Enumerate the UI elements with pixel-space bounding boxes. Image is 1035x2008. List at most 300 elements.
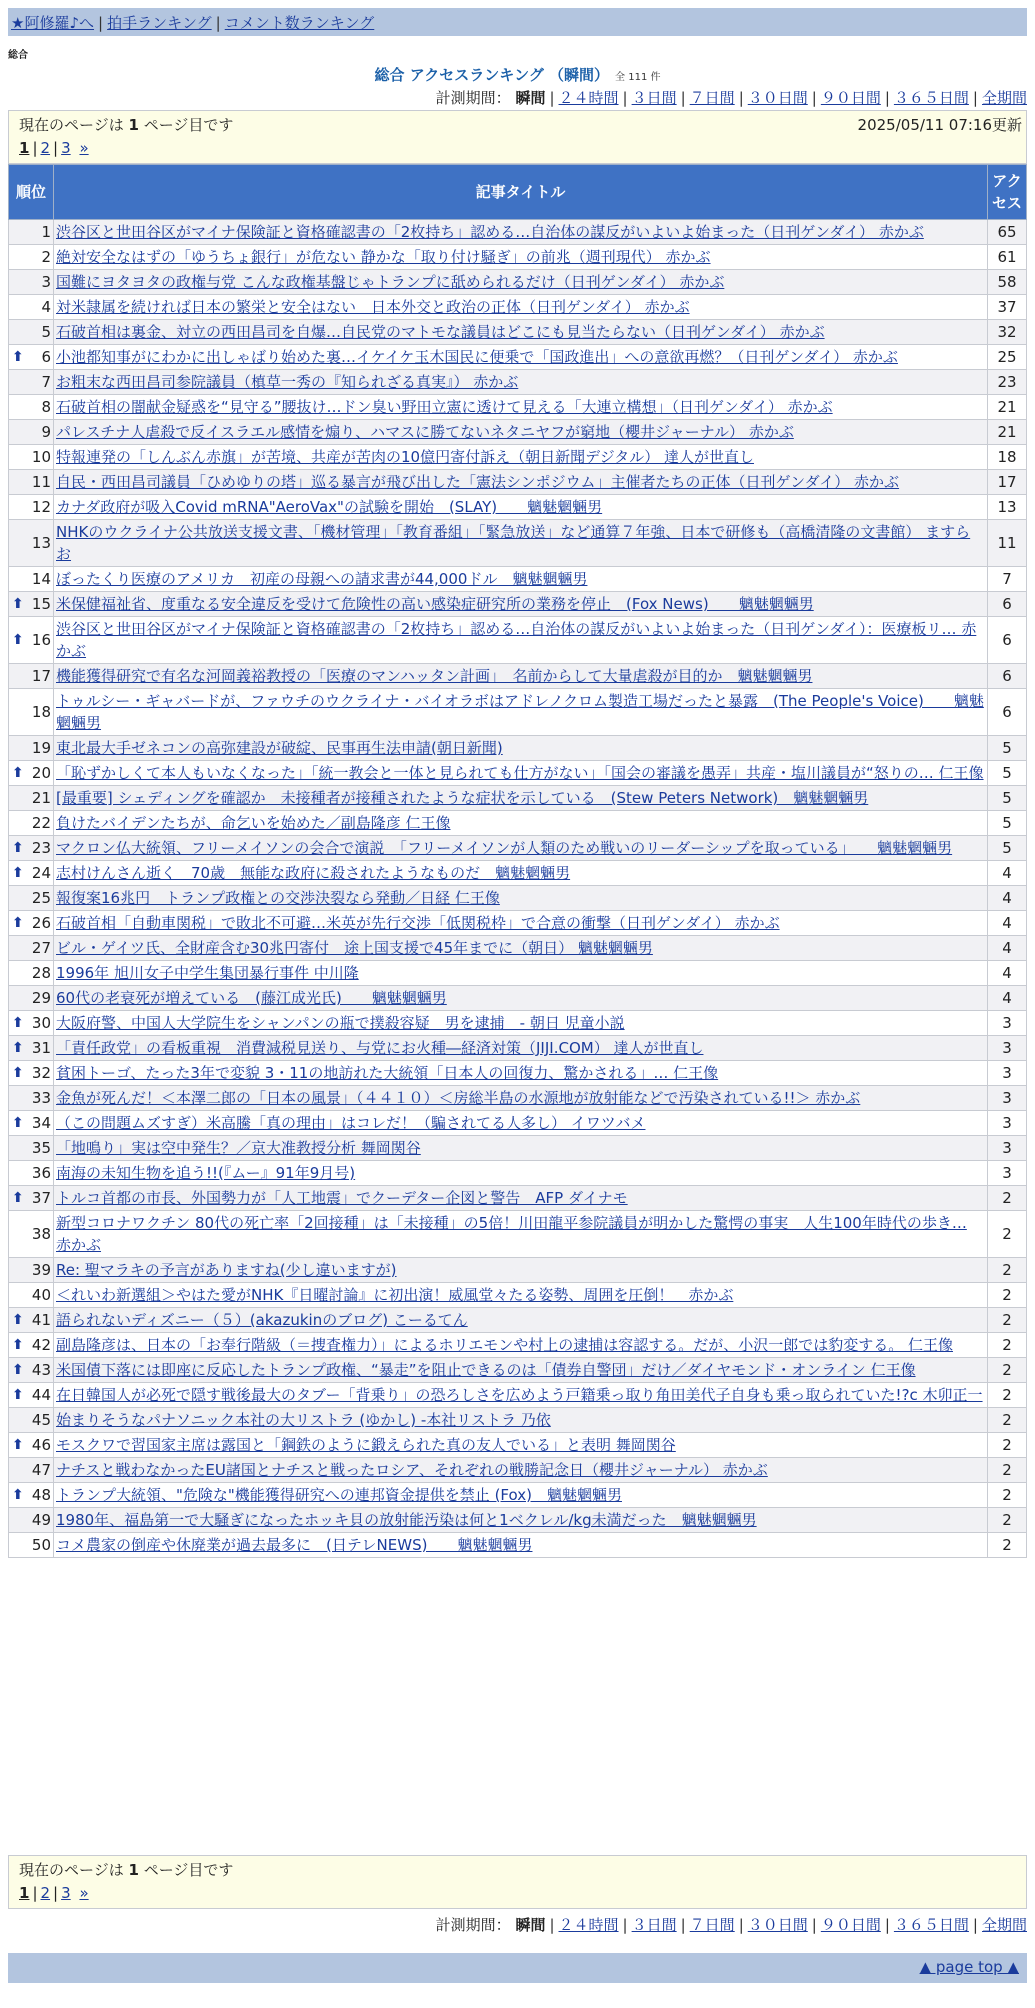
article-title-link[interactable]: 国難にヨタヨタの政権与党 こんな政権基盤じゃトランプに舐められるだけ（日刊ゲンダイ） 赤かぶ bbox=[56, 273, 725, 291]
period-link-365d[interactable]: ３６５日間 bbox=[893, 1916, 969, 1934]
table-row bbox=[9, 445, 1027, 470]
table-header-row bbox=[9, 165, 1027, 220]
table-row bbox=[9, 736, 1027, 761]
rank-cell bbox=[9, 592, 54, 617]
pager-status-bottom bbox=[19, 1858, 1016, 1882]
period-link-3d[interactable]: ３日間 bbox=[631, 89, 677, 107]
rank-number: 50 bbox=[31, 1536, 51, 1554]
table-row bbox=[9, 1036, 1027, 1061]
article-title-link[interactable]: 石破首相の闇献金疑惑を“見守る”腰抜け…ドン臭い野田立憲に透けて見える「大連立構想」（日刊ゲンダイ） 赤かぶ bbox=[56, 398, 833, 416]
table-row bbox=[9, 320, 1027, 345]
title-cell bbox=[54, 836, 988, 861]
header-access: アクセス bbox=[988, 165, 1027, 220]
access-count: 13 bbox=[988, 495, 1027, 520]
article-title-link[interactable]: 東北最大手ゼネコンの高弥建設が破綻、民事再生法申請(朝日新聞) bbox=[56, 739, 503, 757]
access-count: 2 bbox=[988, 1458, 1027, 1483]
rank-number: 15 bbox=[31, 595, 51, 613]
rank-cell bbox=[9, 1308, 54, 1333]
page-link-3[interactable]: 3 bbox=[61, 139, 71, 157]
page-next-link[interactable]: » bbox=[79, 139, 89, 157]
up-arrow-icon: ⬆ bbox=[12, 765, 24, 781]
article-title-link[interactable]: 機能獲得研究で有名な河岡義裕教授の「医療のマンハッタン計画」 名前からして大量虐殺が目的か 魑魅魍魎男 bbox=[56, 667, 813, 685]
title-cell bbox=[54, 664, 988, 689]
article-title-link[interactable]: 石破首相は裏金、対立の西田昌司を自爆…自民党のマトモな議員はどこにも見当たらない（日刊ゲンダイ） 赤かぶ bbox=[56, 323, 825, 341]
article-title-link[interactable]: 新型コロナワクチン 80代の死亡率「2回接種」は「未接種」の5倍！川田龍平参院議員が明かした驚愕の事実 人生100年時代の歩き… 赤かぶ bbox=[56, 1214, 967, 1254]
page-link-3[interactable]: 3 bbox=[61, 1884, 71, 1902]
rank-cell bbox=[9, 1036, 54, 1061]
nav-link-applause-ranking[interactable]: 拍手ランキング bbox=[107, 14, 212, 32]
table-row bbox=[9, 617, 1027, 664]
period-link-3d[interactable]: ３日間 bbox=[631, 1916, 677, 1934]
article-title-link[interactable]: 志村けんさん逝く 70歳 無能な政府に殺されたようなものだ 魑魅魍魎男 bbox=[56, 864, 571, 882]
table-row bbox=[9, 470, 1027, 495]
title-cell bbox=[54, 1136, 988, 1161]
article-title-link[interactable]: （この問題ムズすぎ）米高騰「真の理由」はコレだ！（騙されてる人多し） イワツバメ bbox=[56, 1114, 646, 1132]
pager-text-after: ページ目です bbox=[143, 1861, 234, 1879]
rank-number: 5 bbox=[41, 323, 51, 341]
rank-number: 26 bbox=[31, 914, 51, 932]
access-count: 17 bbox=[988, 470, 1027, 495]
article-title-link[interactable]: 1980年、福島第一で大騒ぎになったホッキ貝の放射能汚染は何と1ベクレル/kg未満だった 魑魅魍魎男 bbox=[56, 1511, 757, 1529]
title-cell bbox=[54, 1161, 988, 1186]
article-title-link[interactable]: 石破首相「自動車関税」で敗北不可避…米英が先行交渉「低関税枠」で合意の衝撃（日刊ゲンダイ） 赤かぶ bbox=[56, 914, 780, 932]
access-count: 65 bbox=[988, 220, 1027, 245]
access-count: 32 bbox=[988, 320, 1027, 345]
rank-number: 16 bbox=[31, 631, 51, 649]
title-cell bbox=[54, 736, 988, 761]
period-separator: | bbox=[680, 89, 686, 107]
access-count: 4 bbox=[988, 886, 1027, 911]
title-cell bbox=[54, 1186, 988, 1211]
rank-cell bbox=[9, 370, 54, 395]
title-cell bbox=[54, 220, 988, 245]
title-cell bbox=[54, 345, 988, 370]
rank-cell bbox=[9, 1408, 54, 1433]
rank-number: 48 bbox=[31, 1486, 51, 1504]
table-row bbox=[9, 1161, 1027, 1186]
rank-number: 25 bbox=[31, 889, 51, 907]
period-label: 計測期間： bbox=[435, 1916, 511, 1934]
access-count: 21 bbox=[988, 420, 1027, 445]
rank-number: 34 bbox=[31, 1114, 51, 1132]
rank-cell bbox=[9, 1211, 54, 1258]
rank-number: 20 bbox=[31, 764, 51, 782]
article-title-link[interactable]: 「恥ずかしくて本人もいなくなった」「統一教会と一体と見られても仕方がない」「国会の審議を愚弄」共産・塩川議員が“怒りの… 仁王像 bbox=[56, 764, 984, 782]
table-row bbox=[9, 420, 1027, 445]
rank-cell bbox=[9, 1086, 54, 1111]
rank-cell bbox=[9, 1061, 54, 1086]
article-title-link[interactable]: NHKのウクライナ公共放送支援文書、「機材管理」「教育番組」「緊急放送」など通算７年強、日本で研修も（高橋清隆の文書館） ますらお bbox=[56, 523, 971, 563]
rank-number: 37 bbox=[31, 1189, 51, 1207]
rank-number: 14 bbox=[31, 570, 51, 588]
rank-number: 19 bbox=[31, 739, 51, 757]
table-row bbox=[9, 1186, 1027, 1211]
table-row bbox=[9, 1136, 1027, 1161]
title-cell bbox=[54, 295, 988, 320]
header-title: 記事タイトル bbox=[54, 165, 988, 220]
rank-number: 43 bbox=[31, 1361, 51, 1379]
up-arrow-icon: ⬆ bbox=[12, 632, 24, 648]
rank-cell bbox=[9, 786, 54, 811]
article-title-link[interactable]: ぼったくり医療のアメリカ 初産の母親への請求書が44,000ドル 魑魅魍魎男 bbox=[56, 570, 588, 588]
up-arrow-icon: ⬆ bbox=[12, 1040, 24, 1056]
pager-links bbox=[19, 137, 1016, 159]
rank-number: 39 bbox=[31, 1261, 51, 1279]
period-link-all[interactable]: 全期間 bbox=[981, 1916, 1027, 1934]
rank-number: 40 bbox=[31, 1286, 51, 1304]
title-cell bbox=[54, 1333, 988, 1358]
rank-number: 1 bbox=[41, 223, 51, 241]
rank-number: 44 bbox=[31, 1386, 51, 1404]
article-title-link[interactable]: 1996年 旭川女子中学生集団暴行事件 中川隆 bbox=[56, 964, 359, 982]
rank-number: 29 bbox=[31, 989, 51, 1007]
title-cell bbox=[54, 761, 988, 786]
table-row bbox=[9, 1483, 1027, 1508]
access-count: 2 bbox=[988, 1483, 1027, 1508]
table-row bbox=[9, 1308, 1027, 1333]
period-selector-bottom bbox=[436, 1914, 1027, 1935]
article-title-link[interactable]: 60代の老衰死が増えている (藤江成光氏) 魑魅魍魎男 bbox=[56, 989, 447, 1007]
article-title-link[interactable]: お粗末な西田昌司参院議員（槙草一秀の『知られざる真実』） 赤かぶ bbox=[56, 373, 519, 391]
table-row bbox=[9, 1433, 1027, 1458]
table-row bbox=[9, 811, 1027, 836]
rank-number: 23 bbox=[31, 839, 51, 857]
nav-link-asyura[interactable]: ★阿修羅♪へ bbox=[11, 14, 95, 32]
access-count: 11 bbox=[988, 520, 1027, 567]
title-cell bbox=[54, 592, 988, 617]
article-title-link[interactable]: モスクワで習国家主席は露国と「鋼鉄のように鍛えられた真の友人でいる」と表明 舞岡関谷 bbox=[56, 1436, 676, 1454]
pager-top bbox=[8, 110, 1027, 164]
access-count: 2 bbox=[988, 1408, 1027, 1433]
pager-current-page: 1 bbox=[128, 1861, 139, 1879]
rank-cell bbox=[9, 1333, 54, 1358]
ranking-title bbox=[0, 64, 1035, 85]
rank-cell bbox=[9, 1533, 54, 1558]
rank-cell bbox=[9, 1161, 54, 1186]
article-title-link[interactable]: 米保健福祉省、度重なる安全違反を受けて危険性の高い感染症研究所の業務を停止 (Fox News) 魑魅魍魎男 bbox=[56, 595, 814, 613]
period-link-365d[interactable]: ３６５日間 bbox=[893, 89, 969, 107]
article-title-link[interactable]: 在日韓国人が必死で隠す戦後最大のタブー「背乗り」の恐ろしさを広めよう戸籍乗っ取り角田美代子自身も乗っ取られていた!?c 木卯正一 bbox=[56, 1386, 983, 1404]
period-link-24h[interactable]: ２４時間 bbox=[558, 1916, 619, 1934]
table-row bbox=[9, 245, 1027, 270]
table-row bbox=[9, 1258, 1027, 1283]
footer-bar bbox=[8, 1953, 1027, 1983]
period-separator: | bbox=[811, 1916, 817, 1934]
period-link-all[interactable]: 全期間 bbox=[981, 89, 1027, 107]
access-count: 6 bbox=[988, 592, 1027, 617]
access-count: 3 bbox=[988, 1111, 1027, 1136]
rank-cell bbox=[9, 689, 54, 736]
rank-cell bbox=[9, 1283, 54, 1308]
access-count: 2 bbox=[988, 1358, 1027, 1383]
title-cell bbox=[54, 520, 988, 567]
access-count: 3 bbox=[988, 1036, 1027, 1061]
table-row bbox=[9, 836, 1027, 861]
article-title-link[interactable]: 自民・西田昌司議員「ひめゆりの塔」巡る暴言が飛び出した「憲法シンポジウム」主催者たちの正体（日刊ゲンダイ） 赤かぶ bbox=[56, 473, 900, 491]
rank-cell bbox=[9, 1111, 54, 1136]
nav-link-comment-ranking[interactable]: コメント数ランキング bbox=[224, 14, 375, 32]
title-cell bbox=[54, 1408, 988, 1433]
title-cell bbox=[54, 320, 988, 345]
article-title-link[interactable]: 貧困トーゴ、たった3年で変貌 3・11の地訪れた大統領「日本人の回復力、驚かされる」… 仁王像 bbox=[56, 1064, 719, 1082]
article-title-link[interactable]: ナチスと戦わなかったEU諸国とナチスと戦ったロシア、それぞれの戦勝記念日（櫻井ジャーナル） 赤かぶ bbox=[56, 1461, 768, 1479]
title-cell bbox=[54, 1211, 988, 1258]
rank-number: 4 bbox=[41, 298, 51, 316]
title-cell bbox=[54, 1036, 988, 1061]
table-row bbox=[9, 1061, 1027, 1086]
table-row bbox=[9, 961, 1027, 986]
table-row bbox=[9, 345, 1027, 370]
title-cell bbox=[54, 1483, 988, 1508]
period-separator: | bbox=[972, 89, 978, 107]
table-row bbox=[9, 1111, 1027, 1136]
access-count: 4 bbox=[988, 986, 1027, 1011]
rank-number: 7 bbox=[41, 373, 51, 391]
ranking-table-body bbox=[9, 220, 1027, 1558]
article-title-link[interactable]: ビル・ゲイツ氏、全財産含む30兆円寄付 途上国支援で45年までに（朝日） 魑魅魍魎男 bbox=[56, 939, 653, 957]
period-link-7d[interactable]: ７日間 bbox=[689, 1916, 735, 1934]
period-separator: | bbox=[622, 1916, 628, 1934]
article-title-link[interactable]: 特報連発の「しんぶん赤旗」が苦境、共産が苦肉の10億円寄付訴え（朝日新聞デジタル） 達人が世直し bbox=[56, 448, 754, 466]
up-arrow-icon: ⬆ bbox=[12, 865, 24, 881]
up-arrow-icon: ⬆ bbox=[12, 915, 24, 931]
title-cell bbox=[54, 1283, 988, 1308]
rank-cell bbox=[9, 420, 54, 445]
period-separator: | bbox=[738, 89, 744, 107]
access-count: 21 bbox=[988, 395, 1027, 420]
access-count: 5 bbox=[988, 836, 1027, 861]
rank-cell bbox=[9, 986, 54, 1011]
table-row bbox=[9, 567, 1027, 592]
rank-number: 46 bbox=[31, 1436, 51, 1454]
access-count: 2 bbox=[988, 1533, 1027, 1558]
access-count: 2 bbox=[988, 1308, 1027, 1333]
table-row bbox=[9, 1358, 1027, 1383]
page-separator: | bbox=[53, 1884, 59, 1902]
table-row bbox=[9, 1011, 1027, 1036]
access-count: 6 bbox=[988, 617, 1027, 664]
rank-cell bbox=[9, 320, 54, 345]
page-separator: | bbox=[53, 139, 59, 157]
rank-number: 13 bbox=[31, 534, 51, 552]
article-title-link[interactable]: 小池都知事がにわかに出しゃばり始めた裏…イケイケ玉木国民に便乗で「国政進出」への意欲再燃？（日刊ゲンダイ） 赤かぶ bbox=[56, 348, 898, 366]
page-separator: | bbox=[32, 1884, 38, 1902]
article-title-link[interactable]: 「地鳴り」実は空中発生？／京大准教授分析 舞岡関谷 bbox=[56, 1139, 421, 1157]
article-title-link[interactable]: トゥルシー・ギャバードが、ファウチのウクライナ・バイオラボはアドレノクロム製造工場だったと暴露 (The People's Voice) 魑魅魍魎男 bbox=[56, 692, 984, 732]
article-title-link[interactable]: トルコ首都の市長、外国勢力が「人工地震」でクーデター企図と警告 AFP ダイナモ bbox=[56, 1189, 628, 1207]
article-title-link[interactable]: マクロン仏大統領、フリーメイソンの会合で演説 「フリーメイソンが人類のため戦いのリーダーシップを取っている」 魑魅魍魎男 bbox=[56, 839, 953, 857]
table-row bbox=[9, 886, 1027, 911]
period-link-90d[interactable]: ９０日間 bbox=[820, 1916, 881, 1934]
article-title-link[interactable]: 大阪府警、中国人大学院生をシャンパンの瓶で撲殺容疑 男を逮捕 - 朝日 児童小説 bbox=[56, 1014, 625, 1032]
rank-number: 9 bbox=[41, 423, 51, 441]
rank-cell bbox=[9, 664, 54, 689]
article-title-link[interactable]: 米国債下落には即座に反応したトランプ政権、“暴走”を阻止できるのは「債券自警団」だけ／ダイヤモンド・オンライン 仁王像 bbox=[56, 1361, 916, 1379]
access-count: 2 bbox=[988, 1283, 1027, 1308]
ranking-table bbox=[8, 164, 1027, 1558]
rank-number: 32 bbox=[31, 1064, 51, 1082]
rank-number: 31 bbox=[31, 1039, 51, 1057]
rank-cell bbox=[9, 395, 54, 420]
access-count: 2 bbox=[988, 1333, 1027, 1358]
table-row bbox=[9, 520, 1027, 567]
article-title-link[interactable]: Re: 聖マラキの予言がありますね(少し違いますが) bbox=[56, 1261, 397, 1279]
article-title-link[interactable]: 南海の未知生物を追う!!(『ムー』91年9月号) bbox=[56, 1164, 356, 1182]
article-title-link[interactable]: 絶対安全なはずの「ゆうちょ銀行」が危ない 静かな「取り付け騒ぎ」の前兆（週刊現代） 赤かぶ bbox=[56, 248, 711, 266]
article-title-link[interactable]: 渋谷区と世田谷区がマイナ保険証と資格確認書の「2枚持ち」認める…自治体の謀反がいよいよ始まった（日刊ゲンダイ） 赤かぶ bbox=[56, 223, 924, 241]
page-current: 1 bbox=[19, 1884, 30, 1902]
rank-cell bbox=[9, 520, 54, 567]
rank-cell bbox=[9, 1508, 54, 1533]
pager-bottom bbox=[8, 1855, 1027, 1909]
rank-cell bbox=[9, 911, 54, 936]
rank-cell bbox=[9, 445, 54, 470]
ranking-total-count: 全 111 件 bbox=[615, 72, 661, 83]
table-row bbox=[9, 786, 1027, 811]
title-cell bbox=[54, 1533, 988, 1558]
period-link-7d[interactable]: ７日間 bbox=[689, 89, 735, 107]
article-title-link[interactable]: 対米隷属を続ければ日本の繁栄と安全はない 日本外交と政治の正体（日刊ゲンダイ） 赤かぶ bbox=[56, 298, 690, 316]
table-row bbox=[9, 1508, 1027, 1533]
title-cell bbox=[54, 1383, 988, 1408]
period-link-24h[interactable]: ２４時間 bbox=[558, 89, 619, 107]
period-label: 計測期間： bbox=[435, 89, 511, 107]
page-top-link[interactable]: ▲ page top ▲ bbox=[919, 1958, 1019, 1976]
access-count: 3 bbox=[988, 1011, 1027, 1036]
rank-number: 27 bbox=[31, 939, 51, 957]
title-cell bbox=[54, 1358, 988, 1383]
rank-number: 28 bbox=[31, 964, 51, 982]
title-cell bbox=[54, 689, 988, 736]
access-count: 18 bbox=[988, 445, 1027, 470]
period-link-30d[interactable]: ３０日間 bbox=[747, 1916, 808, 1934]
table-row bbox=[9, 1283, 1027, 1308]
rank-number: 12 bbox=[31, 498, 51, 516]
table-row bbox=[9, 689, 1027, 736]
table-row bbox=[9, 1333, 1027, 1358]
table-row bbox=[9, 220, 1027, 245]
table-row bbox=[9, 761, 1027, 786]
article-title-link[interactable]: パレスチナ人虐殺で反イスラエル感情を煽り、ハマスに勝てないネタニヤフが窮地（櫻井ジャーナル） 赤かぶ bbox=[56, 423, 794, 441]
access-count: 2 bbox=[988, 1211, 1027, 1258]
rank-number: 33 bbox=[31, 1089, 51, 1107]
access-count: 7 bbox=[988, 567, 1027, 592]
article-title-link[interactable]: 副島隆彦は、日本の「お奉行階級（＝捜査権力）」によるホリエモンや村上の逮捕は容認する。だが、小沢一郎では豹変する。 仁王像 bbox=[56, 1336, 953, 1354]
period-link-90d[interactable]: ９０日間 bbox=[820, 89, 881, 107]
rank-cell bbox=[9, 1258, 54, 1283]
title-cell bbox=[54, 1458, 988, 1483]
period-separator: | bbox=[549, 89, 555, 107]
access-count: 2 bbox=[988, 1508, 1027, 1533]
access-count: 3 bbox=[988, 1086, 1027, 1111]
table-row bbox=[9, 936, 1027, 961]
title-cell bbox=[54, 420, 988, 445]
up-arrow-icon: ⬆ bbox=[12, 1437, 24, 1453]
access-count: 5 bbox=[988, 786, 1027, 811]
article-title-link[interactable]: 渋谷区と世田谷区がマイナ保険証と資格確認書の「2枚持ち」認める…自治体の謀反がいよいよ始まった（日刊ゲンダイ）：医療板リ… 赤かぶ bbox=[56, 620, 977, 660]
table-row bbox=[9, 395, 1027, 420]
rank-number: 42 bbox=[31, 1336, 51, 1354]
table-row bbox=[9, 1458, 1027, 1483]
page-next-link[interactable]: » bbox=[79, 1884, 89, 1902]
title-cell bbox=[54, 986, 988, 1011]
title-cell bbox=[54, 245, 988, 270]
page-link-2[interactable]: 2 bbox=[40, 139, 51, 157]
section-label: 総合 bbox=[8, 50, 28, 61]
article-title-link[interactable]: 負けたバイデンたちが、命乞いを始めた／副島隆彦 仁王像 bbox=[56, 814, 451, 832]
access-count: 2 bbox=[988, 1258, 1027, 1283]
title-cell bbox=[54, 395, 988, 420]
up-arrow-icon: ⬆ bbox=[12, 1312, 24, 1328]
nav-separator: | bbox=[215, 14, 221, 32]
rank-number: 17 bbox=[31, 667, 51, 685]
article-title-link[interactable]: ＜れいわ新選組＞やはた愛がNHK『日曜討論』に初出演！威風堂々たる姿勢、周囲を圧倒！ 赤かぶ bbox=[56, 1286, 734, 1304]
article-title-link[interactable]: 報復案16兆円 トランプ政権との交渉決裂なら発動／日経 仁王像 bbox=[56, 889, 500, 907]
period-selector-top bbox=[436, 87, 1027, 108]
access-count: 3 bbox=[988, 1136, 1027, 1161]
title-cell bbox=[54, 961, 988, 986]
rank-cell bbox=[9, 936, 54, 961]
title-cell bbox=[54, 1308, 988, 1333]
rank-number: 24 bbox=[31, 864, 51, 882]
top-nav-bar bbox=[8, 8, 1027, 36]
article-title-link[interactable]: 「責任政党」の看板重視 消費減税見送り、与党にお火種―経済対策（JIJI.COM） 達人が世直し bbox=[56, 1039, 704, 1057]
access-count: 4 bbox=[988, 911, 1027, 936]
access-count: 3 bbox=[988, 1161, 1027, 1186]
table-row bbox=[9, 986, 1027, 1011]
access-count: 2 bbox=[988, 1383, 1027, 1408]
title-cell bbox=[54, 911, 988, 936]
page-link-2[interactable]: 2 bbox=[40, 1884, 51, 1902]
access-count: 2 bbox=[988, 1186, 1027, 1211]
rank-cell bbox=[9, 886, 54, 911]
table-row bbox=[9, 1211, 1027, 1258]
period-link-30d[interactable]: ３０日間 bbox=[747, 89, 808, 107]
article-title-link[interactable]: 語られないディズニー（５）(akazukinのブログ) こーるてん bbox=[56, 1311, 468, 1329]
table-row bbox=[9, 1533, 1027, 1558]
article-title-link[interactable]: [最重要] シェディングを確認か 未接種者が接種されたような症状を示している (Stew Peters Network) 魑魅魍魎男 bbox=[56, 789, 869, 807]
rank-number: 22 bbox=[31, 814, 51, 832]
rank-number: 41 bbox=[31, 1311, 51, 1329]
article-title-link[interactable]: コメ農家の倒産や休廃業が過去最多に (日テレNEWS) 魑魅魍魎男 bbox=[56, 1536, 533, 1554]
period-current: 瞬間 bbox=[515, 1916, 546, 1934]
up-arrow-icon: ⬆ bbox=[12, 840, 24, 856]
rank-number: 45 bbox=[31, 1411, 51, 1429]
up-arrow-icon: ⬆ bbox=[12, 349, 24, 365]
rank-cell bbox=[9, 270, 54, 295]
rank-cell bbox=[9, 1383, 54, 1408]
rank-number: 36 bbox=[31, 1164, 51, 1182]
rank-cell bbox=[9, 836, 54, 861]
title-cell bbox=[54, 1011, 988, 1036]
article-title-link[interactable]: カナダ政府が吸入Covid mRNA"AeroVax"の試験を開始 (SLAY) 魑魅魍魎男 bbox=[56, 498, 603, 516]
period-separator: | bbox=[738, 1916, 744, 1934]
rank-number: 6 bbox=[41, 348, 51, 366]
article-title-link[interactable]: 金魚が死んだ！＜本澤二郎の「日本の風景」（４４１０）＜房総半島の水源地が放射能などで汚染されている!!＞ 赤かぶ bbox=[56, 1089, 861, 1107]
article-title-link[interactable]: 始まりそうなパナソニック本社の大リストラ (ゆかし) -本社リストラ 乃依 bbox=[56, 1411, 551, 1429]
title-cell bbox=[54, 470, 988, 495]
article-title-link[interactable]: トランプ大統領、"危険な"機能獲得研究への連邦資金提供を禁止 (Fox) 魑魅魍魎男 bbox=[56, 1486, 622, 1504]
title-cell bbox=[54, 886, 988, 911]
table-row bbox=[9, 270, 1027, 295]
title-cell bbox=[54, 936, 988, 961]
access-count: 3 bbox=[988, 1061, 1027, 1086]
rank-cell bbox=[9, 1483, 54, 1508]
rank-number: 35 bbox=[31, 1139, 51, 1157]
rank-number: 8 bbox=[41, 398, 51, 416]
access-count: 6 bbox=[988, 664, 1027, 689]
period-separator: | bbox=[884, 1916, 890, 1934]
